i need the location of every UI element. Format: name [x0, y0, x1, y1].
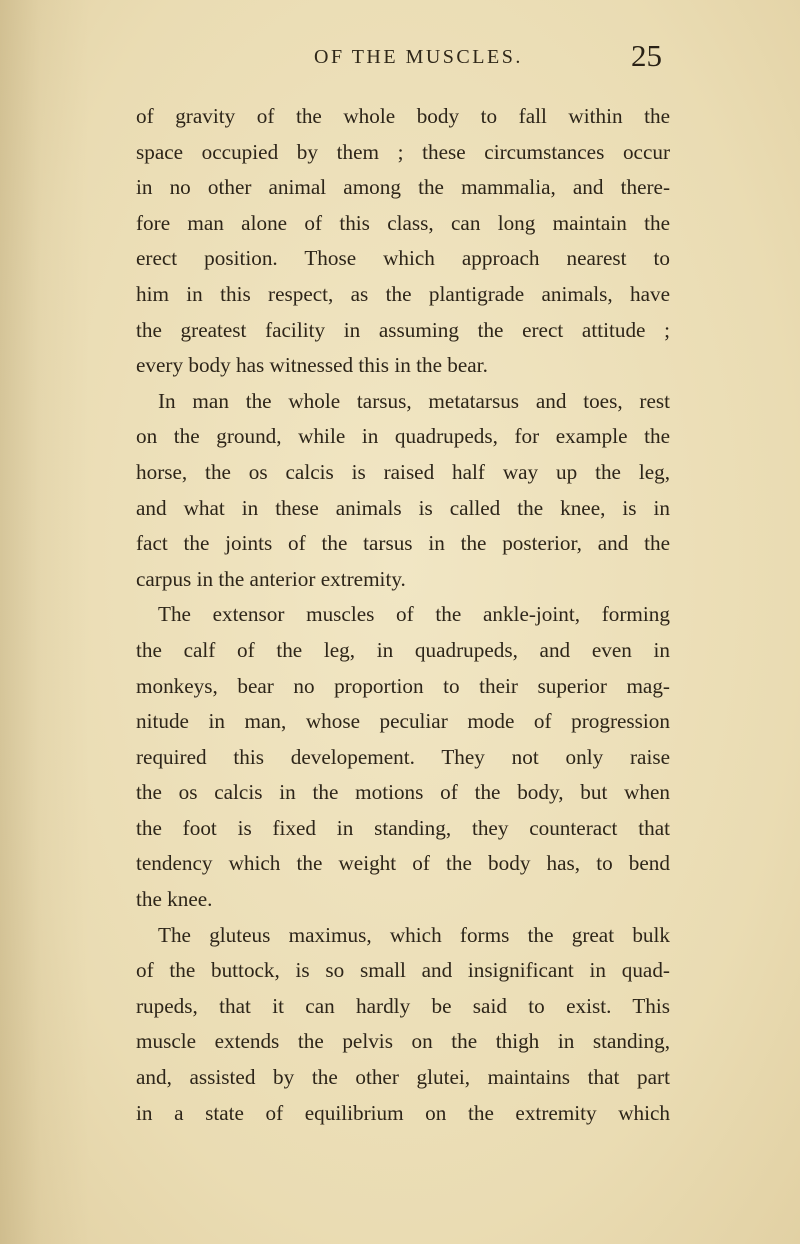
text-line: in no other animal among the mammalia, and there-: [136, 175, 670, 200]
text-line: on the ground, while in quadrupeds, for example the: [136, 424, 670, 449]
body-text: [136, 99, 670, 1131]
text-line: fact the joints of the tarsus in the posterior, and the: [136, 531, 670, 556]
paragraph-start-line: In man the whole tarsus, metatarsus and toes, rest: [158, 388, 670, 413]
text-line: erect position. Those which approach nearest to: [136, 246, 670, 271]
text-line: in a state of equilibrium on the extremity which: [136, 1100, 670, 1125]
paragraph-start-line: The extensor muscles of the ankle-joint, forming: [158, 602, 670, 627]
text-line: required this developement. They not only raise: [136, 744, 670, 769]
text-line: carpus in the anterior extremity.: [136, 566, 406, 591]
text-line: monkeys, bear no proportion to their superior mag-: [136, 673, 670, 698]
paragraph-start-line: The gluteus maximus, which forms the great bulk: [158, 922, 670, 947]
page-header: [0, 38, 800, 78]
text-line: horse, the os calcis is raised half way up the leg,: [136, 459, 670, 484]
text-line: fore man alone of this class, can long maintain the: [136, 210, 670, 235]
text-line: nitude in man, whose peculiar mode of progression: [136, 709, 670, 734]
page-number: 25: [631, 38, 662, 73]
text-line: rupeds, that it can hardly be said to exist. This: [136, 993, 670, 1018]
text-line: of the buttock, is so small and insignificant in quad-: [136, 958, 670, 983]
running-head: OF THE MUSCLES.: [314, 46, 523, 68]
text-line: and, assisted by the other glutei, maintains that part: [136, 1065, 670, 1090]
text-line: the foot is fixed in standing, they counteract that: [136, 815, 670, 840]
text-line: muscle extends the pelvis on the thigh in standing,: [136, 1029, 670, 1054]
text-line: and what in these animals is called the knee, is in: [136, 495, 670, 520]
text-line: the calf of the leg, in quadrupeds, and even in: [136, 637, 670, 662]
text-line: the os calcis in the motions of the body, but when: [136, 780, 670, 805]
text-line: every body has witnessed this in the bear.: [136, 353, 488, 378]
text-line: him in this respect, as the plantigrade animals, have: [136, 281, 670, 306]
text-line: space occupied by them ; these circumstances occur: [136, 139, 670, 164]
text-line: the knee.: [136, 887, 213, 912]
text-line: the greatest facility in assuming the erect attitude ;: [136, 317, 670, 342]
text-line: tendency which the weight of the body has, to bend: [136, 851, 670, 876]
text-line: of gravity of the whole body to fall within the: [136, 104, 670, 128]
